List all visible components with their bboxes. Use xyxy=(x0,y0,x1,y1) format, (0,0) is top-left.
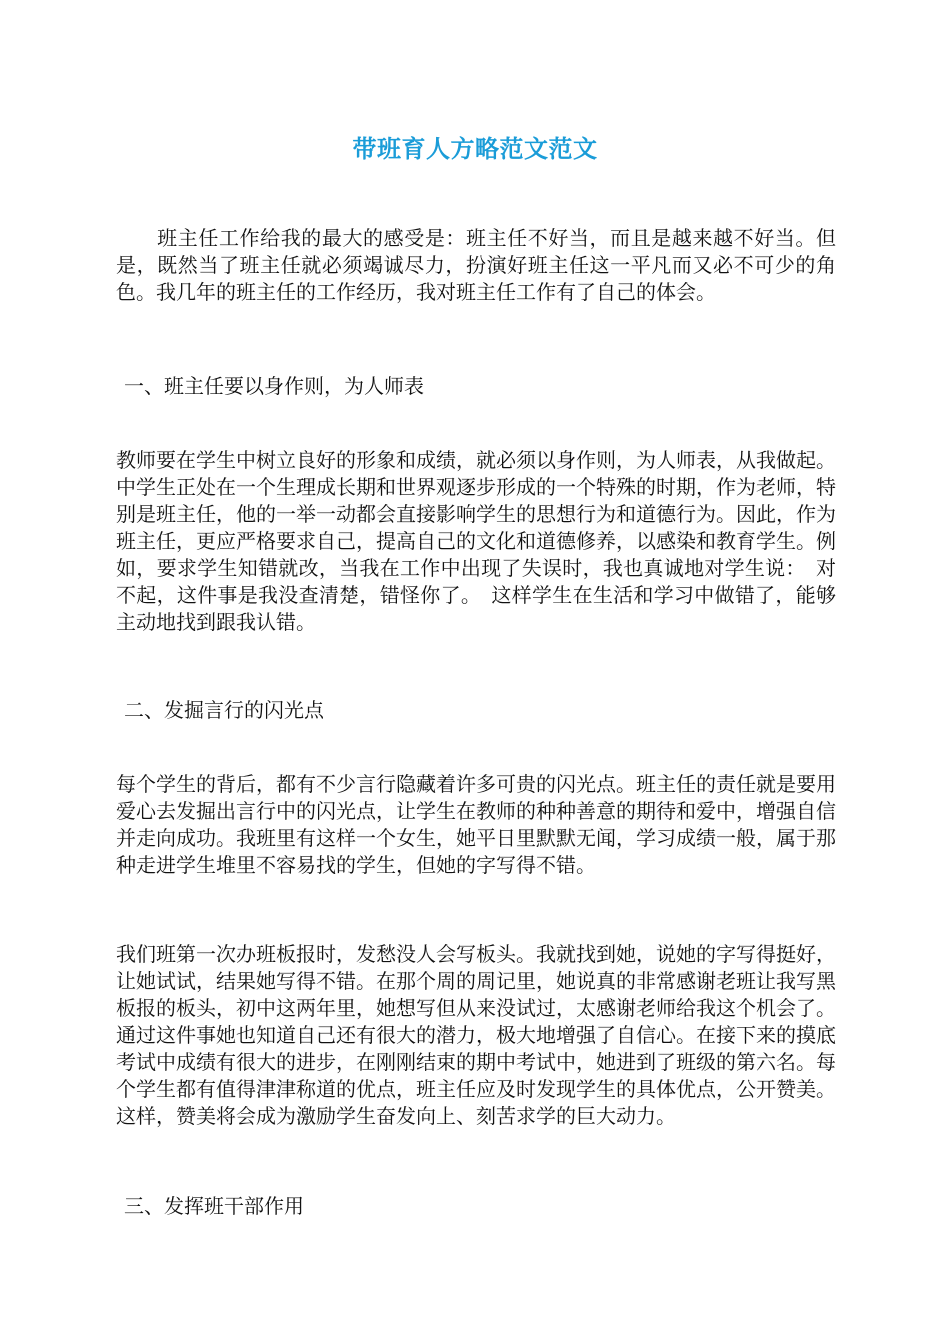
section-2-paragraph-1: 每个学生的背后，都有不少言行隐藏着许多可贵的闪光点。班主任的责任就是要用爱心去发掘出言行中的闪光点，让学生在教师的种种善意的期待和爱中，增强自信并走向成功。我班里有这样一个女生，她平日里默默无闻，学习成绩一般，属于那种走进学生堆里不容易找的学生，但她的字写得不错。 xyxy=(116,772,836,877)
section-1-heading: 一、班主任要以身作则，为人师表 xyxy=(124,374,424,398)
section-2-paragraph-2: 我们班第一次办班板报时，发愁没人会写板头。我就找到她，说她的字写得挺好，让她试试，结果她写得不错。在那个周的周记里，她说真的非常感谢老班让我写黑板报的板头，初中这两年里，她想写但从来没试过，太感谢老师给我这个机会了。通过这件事她也知道自己还有很大的潜力，极大地增强了自信心。在接下来的摸底考试中成绩有很大的进步，在刚刚结束的期中考试中，她进到了班级的第六名。每个学生都有值得津津称道的优点，班主任应及时发现学生的具体优点，公开赞美。这样，赞美将会成为激励学生奋发向上、刻苦求学的巨大动力。 xyxy=(116,942,836,1128)
section-2-heading: 二、发掘言行的闪光点 xyxy=(124,698,324,722)
section-1-paragraph: 教师要在学生中树立良好的形象和成绩，就必须以身作则，为人师表，从我做起。中学生正处在一个生理成长期和世界观逐步形成的一个特殊的时期，作为老师，特别是班主任，他的一举一动都会直接影响学生的思想行为和道德行为。因此，作为班主任，更应严格要求自己，提高自己的文化和道德修养，以感染和教育学生。例如，要求学生知错就改，当我在工作中出现了失误时，我也真诚地对学生说： 对不起，这件事是我没查清楚，错怪你了。 这样学生在生活和学习中做错了，能够主动地找到跟我认错。 xyxy=(116,448,836,634)
section-3-heading: 三、发挥班干部作用 xyxy=(124,1194,304,1218)
document-title: 带班育人方略范文范文 xyxy=(352,134,598,163)
intro-paragraph: 班主任工作给我的最大的感受是：班主任不好当，而且是越来越不好当。但是，既然当了班主任就必须竭诚尽力，扮演好班主任这一平凡而又必不可少的角色。我几年的班主任的工作经历，我对班主任工作有了自己的体会。 xyxy=(116,226,836,304)
